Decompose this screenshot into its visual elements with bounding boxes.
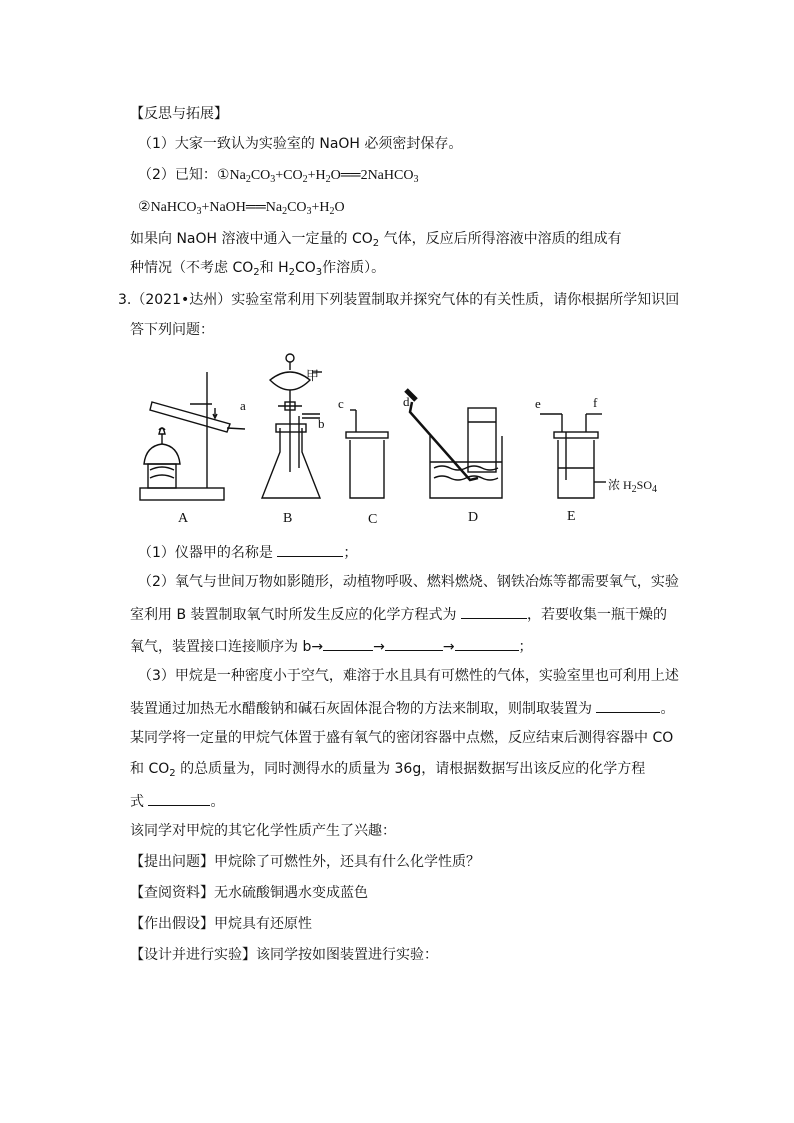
reflect-item-2 <box>138 166 418 185</box>
caption-a: A <box>178 511 189 526</box>
reflect-question-line-1: 如果向 NaOH 溶液中通入一定量的 $CO_2$ 气体，反应后所得溶液中溶质的组成有 <box>130 231 622 249</box>
port-label-c: c <box>338 396 344 411</box>
answer-blank[interactable] <box>277 542 343 557</box>
equation-2-line <box>138 198 345 217</box>
equation-marker-2: ② <box>138 199 151 215</box>
equation-1: $Na_2CO_3+CO_2+H_2O══2NaHCO_3$ <box>229 168 419 185</box>
q3-part-2-line-1: （2）氧气与世间万物如影随形，动植物呼吸、燃料燃烧、钢铁冶炼等都需要氧气，实验 <box>138 574 679 590</box>
funnel-label: 甲 <box>306 369 320 384</box>
q3-part-3-line-2: 装置通过加热无水醋酸钠和碱石灰固体混合物的方法来制取，则制取装置为 。 <box>130 698 674 718</box>
equation-marker-1: ① <box>216 167 230 183</box>
section-heading: 【反思与拓展】 <box>130 106 228 122</box>
hypothesis: 【作出假设】甲烷具有还原性 <box>130 916 312 932</box>
port-label-b: b <box>318 416 325 431</box>
answer-blank[interactable] <box>596 698 660 713</box>
apparatus-d <box>406 390 502 498</box>
q3-part-1: （1）仪器甲的名称是 ； <box>138 542 357 562</box>
answer-blank[interactable] <box>455 636 519 651</box>
apparatus-e <box>540 414 606 498</box>
apparatus-a <box>140 372 245 500</box>
port-label-e: e <box>535 396 541 411</box>
equation-2: $NaHCO_3+NaOH══Na_2CO_3+H_2O$ <box>150 200 345 217</box>
raise-question: 【提出问题】甲烷除了可燃性外，还具有什么化学性质？ <box>130 854 480 870</box>
design-experiment: 【设计并进行实验】该同学按如图装置进行实验： <box>130 947 438 963</box>
q3-part-3-line-1: （3）甲烷是一种密度小于空气，难溶于水且具有可燃性的气体，实验室里也可利用上述 <box>138 668 679 684</box>
caption-b: B <box>283 511 293 526</box>
q3-part-3-line-5: 式 。 <box>130 791 224 811</box>
port-label-a: a <box>240 398 246 413</box>
q3-part-3-line-4: 和 $CO_2$ 的总质量为，同时测得水的质量为 36g，请根据数据写出该反应的化学方程 <box>130 761 646 779</box>
port-label-d: d <box>403 394 410 409</box>
reflect-question-line-2: 种情况（不考虑 $CO_2$和 $H_2CO_3$作溶质）。 <box>130 260 386 278</box>
caption-c: C <box>368 512 378 527</box>
q3-part-3-line-3: 某同学将一定量的甲烷气体置于盛有氧气的密闭容器中点燃，反应结束后测得容器中 CO <box>130 730 674 746</box>
port-label-f: f <box>593 395 598 410</box>
caption-d: D <box>468 510 479 525</box>
caption-e: E <box>567 509 576 524</box>
consult-info: 【查阅资料】无水硫酸铜遇水变成蓝色 <box>130 885 368 901</box>
apparatus-c <box>346 410 388 498</box>
reflect-item-2-prefix: （2）已知： <box>138 167 217 183</box>
reflect-item-1: （1）大家一致认为实验室的 NaOH 必须密封保存。 <box>138 136 463 152</box>
acid-label: 浓 $H_2SO_4$ <box>608 478 658 495</box>
q3-part-2-line-3: 氧气，装置接口连接顺序为 b→ → → ； <box>130 636 533 656</box>
interest-line: 该同学对甲烷的其它化学性质产生了兴趣： <box>130 823 396 839</box>
q3-part-2-line-2: 室利用 B 装置制取氧气时所发生反应的化学方程式为 ，若要收集一瓶干燥的 <box>130 604 667 624</box>
answer-blank[interactable] <box>148 791 210 806</box>
answer-blank[interactable] <box>323 636 373 651</box>
apparatus-figure <box>130 350 670 532</box>
q3-header-2: 答下列问题： <box>130 322 214 338</box>
answer-blank[interactable] <box>385 636 443 651</box>
answer-blank[interactable] <box>461 604 527 619</box>
q3-header: 3.（2021•达州）实验室常利用下列装置制取并探究气体的有关性质，请你根据所学知识回 <box>118 292 680 308</box>
